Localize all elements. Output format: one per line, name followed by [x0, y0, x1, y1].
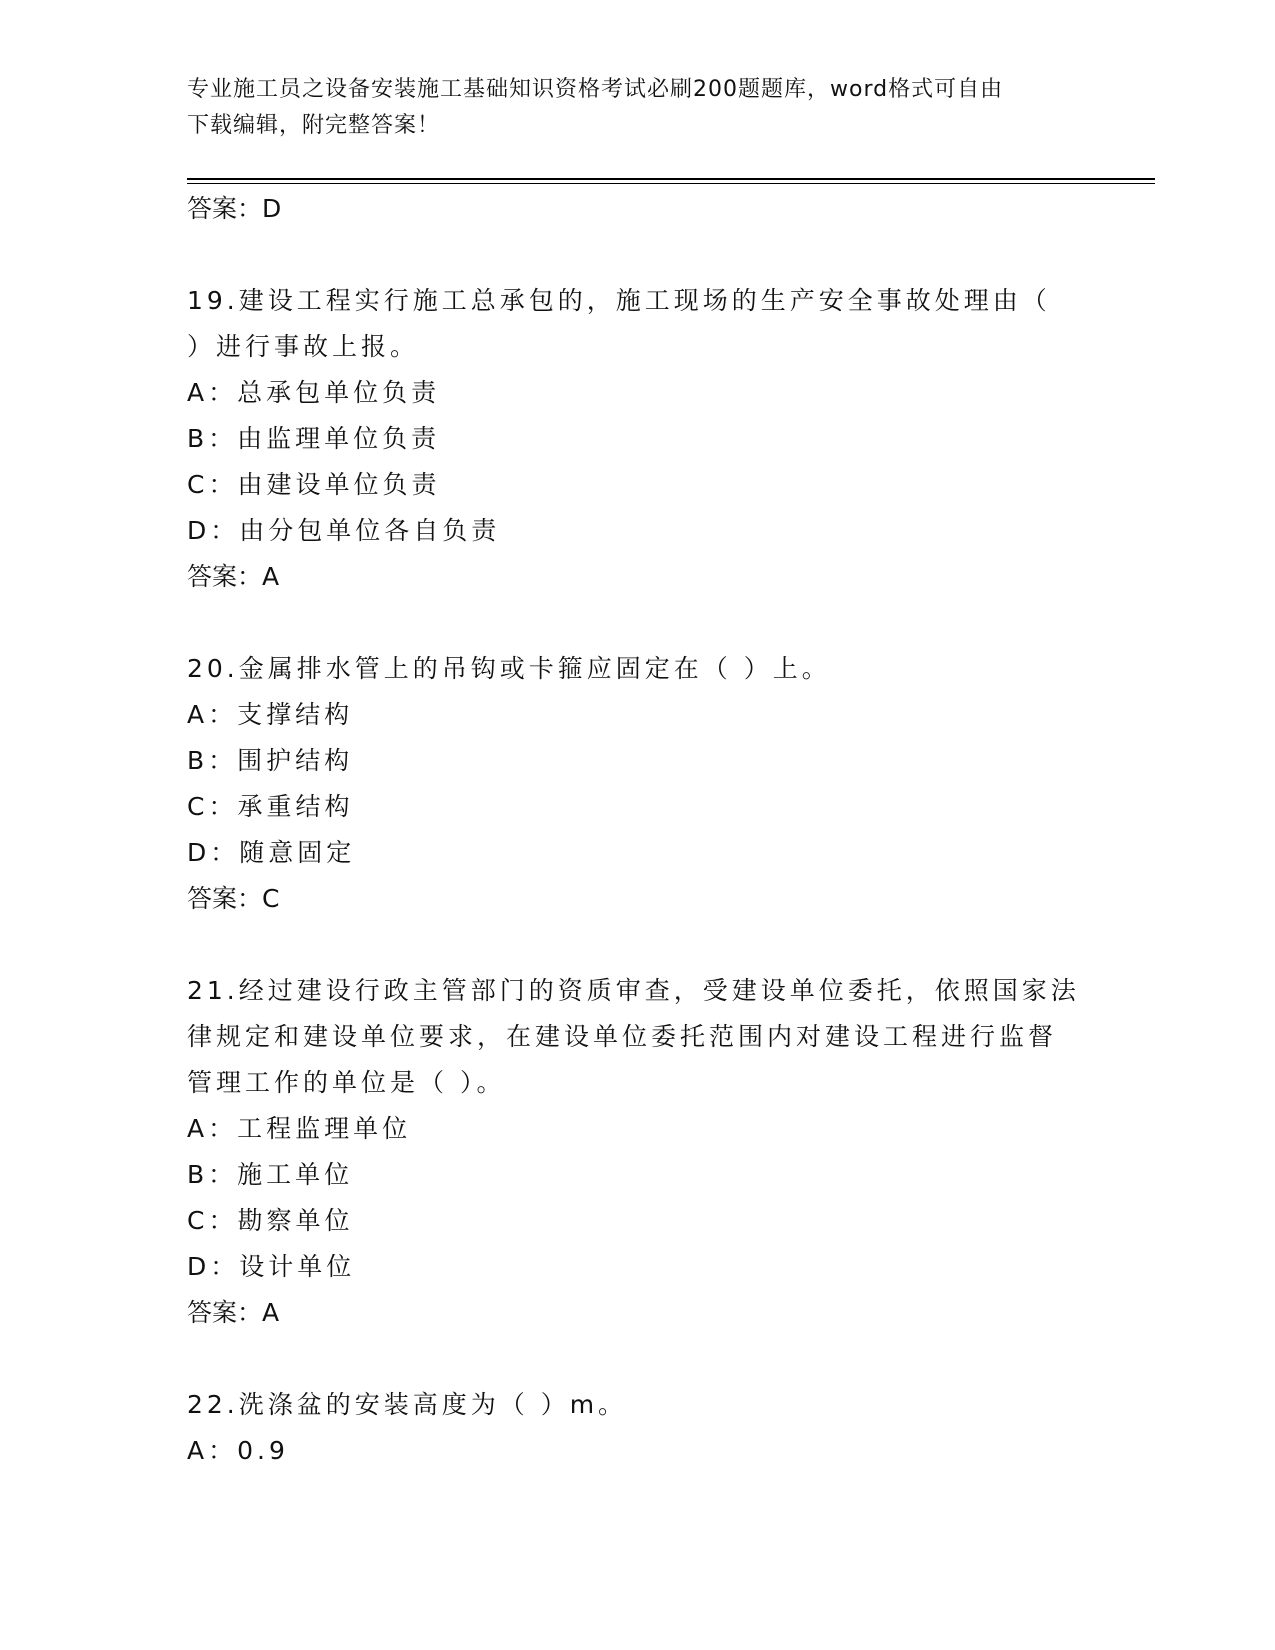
- header-rule-thin: [187, 183, 1155, 184]
- spacer: [187, 600, 1087, 646]
- document-header: [187, 72, 1087, 144]
- option-b: B：由监理单位负责: [187, 424, 441, 453]
- spacer: [187, 922, 1087, 968]
- option-b: B：施工单位: [187, 1160, 354, 1189]
- question-text: 19.建设工程实行施工总承包的，施工现场的生产安全事故处理由（: [187, 286, 1051, 315]
- answer-line: 答案：C: [187, 884, 280, 913]
- answer-line: 答案：D: [187, 194, 282, 223]
- spacer: [187, 1336, 1087, 1382]
- option-a: A：0.9: [187, 1436, 289, 1465]
- answer-line: 答案：A: [187, 1298, 280, 1327]
- question-block: [187, 278, 1087, 600]
- spacer: [187, 232, 1087, 278]
- option-a: A：工程监理单位: [187, 1114, 412, 1143]
- option-b: B：围护结构: [187, 746, 354, 775]
- header-line-1: 专业施工员之设备安装施工基础知识资格考试必刷200题题库，word格式可自由: [187, 77, 1004, 102]
- answer-line: 答案：A: [187, 562, 280, 591]
- option-a: A：总承包单位负责: [187, 378, 441, 407]
- question-text: 21.经过建设行政主管部门的资质审查，受建设单位委托，依照国家法: [187, 976, 1080, 1005]
- question-text: 20.金属排水管上的吊钩或卡箍应固定在（ ）上。: [187, 654, 831, 683]
- header-line-2: 下载编辑，附完整答案！: [187, 113, 441, 138]
- header-rule-thick: [187, 178, 1155, 180]
- option-d: D：设计单位: [187, 1252, 356, 1281]
- option-a: A：支撑结构: [187, 700, 354, 729]
- question-text: 律规定和建设单位要求，在建设单位委托范围内对建设工程进行监督: [187, 1022, 1058, 1051]
- question-block: [187, 1382, 1087, 1474]
- option-c: C：承重结构: [187, 792, 354, 821]
- question-text: 22.洗涤盆的安装高度为（ ）m。: [187, 1390, 628, 1419]
- option-c: C：由建设单位负责: [187, 470, 441, 499]
- option-d: D：由分包单位各自负责: [187, 516, 501, 545]
- option-d: D：随意固定: [187, 838, 356, 867]
- question-block: [187, 968, 1087, 1336]
- question-list: [187, 186, 1087, 1474]
- option-c: C：勘察单位: [187, 1206, 354, 1235]
- question-text: 管理工作的单位是（ ）。: [187, 1068, 506, 1097]
- question-text: ）进行事故上报。: [187, 332, 420, 361]
- question-block: [187, 646, 1087, 922]
